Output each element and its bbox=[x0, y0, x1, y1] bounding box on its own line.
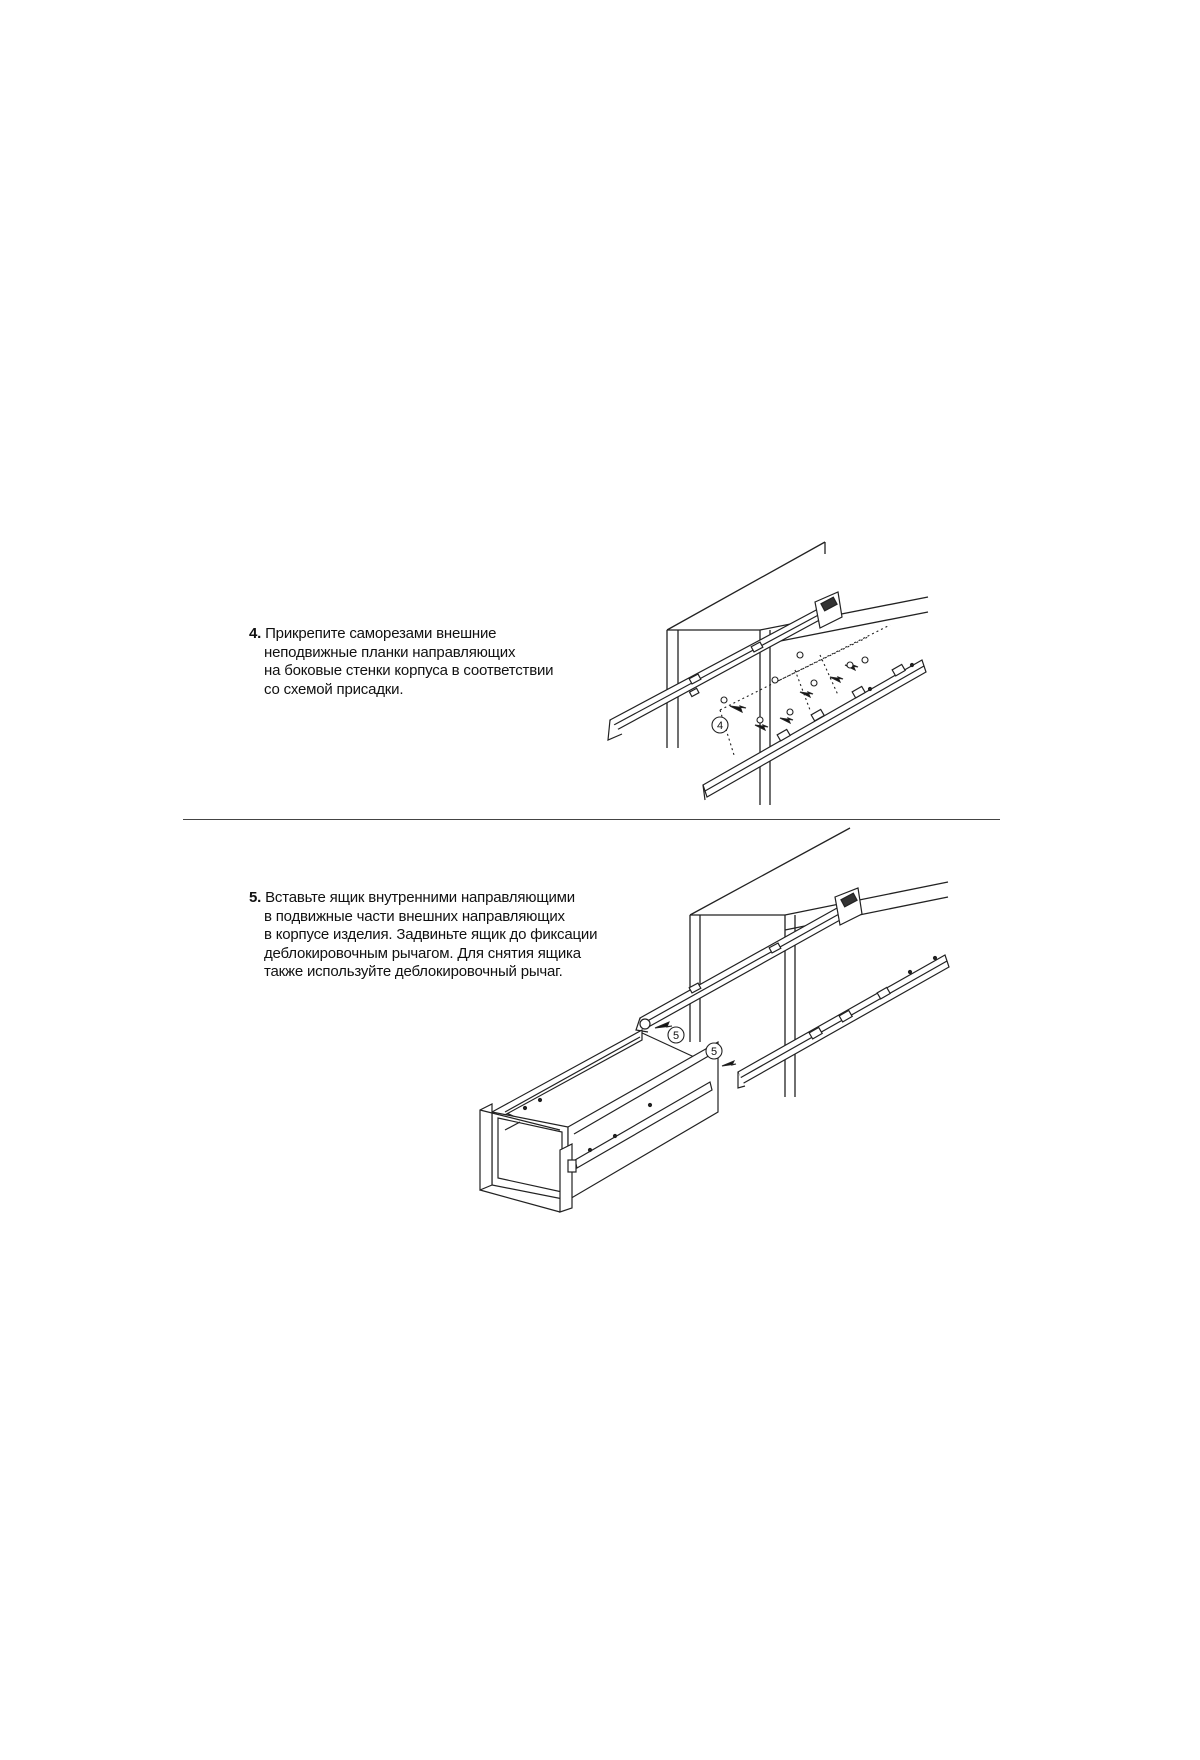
step-5-callout-number-left: 5 bbox=[672, 1030, 680, 1042]
step-4-number: 4. bbox=[249, 625, 262, 642]
step-5-callout-left bbox=[668, 1027, 684, 1043]
step-5-line-5: также используйте деблокировочный рычаг. bbox=[264, 963, 563, 980]
step-4-line-3: на боковые стенки корпуса в соответствии bbox=[264, 662, 554, 679]
step-5-callout-number-right: 5 bbox=[710, 1046, 718, 1058]
step-5-line-1: Вставьте ящик внутренними направляющими bbox=[265, 889, 575, 906]
step-4-line-2: неподвижные планки направляющих bbox=[264, 643, 516, 661]
step-5-callout-right bbox=[706, 1043, 722, 1059]
step-5-right-rail bbox=[738, 955, 949, 1088]
step-5-left-rail bbox=[636, 888, 862, 1032]
step-5-line-4: деблокировочным рычагом. Для снятия ящика bbox=[264, 944, 581, 962]
step-4-callout-number: 4 bbox=[716, 720, 724, 732]
step-5-line-2: в подвижные части внешних направляющих bbox=[264, 907, 565, 925]
step-4-line-1: Прикрепите саморезами внешние bbox=[265, 625, 497, 642]
step-4-callout bbox=[712, 717, 728, 733]
step-5-line-3: в корпусе изделия. Задвиньте ящик до фиксации bbox=[264, 926, 598, 943]
step-5-number: 5. bbox=[249, 889, 262, 906]
step-4-line-4: со схемой присадки. bbox=[264, 680, 404, 698]
step-5-cabinet-drawing bbox=[690, 828, 948, 1097]
step-4-left-rail bbox=[608, 592, 842, 740]
step-5-drawer bbox=[480, 1030, 718, 1212]
